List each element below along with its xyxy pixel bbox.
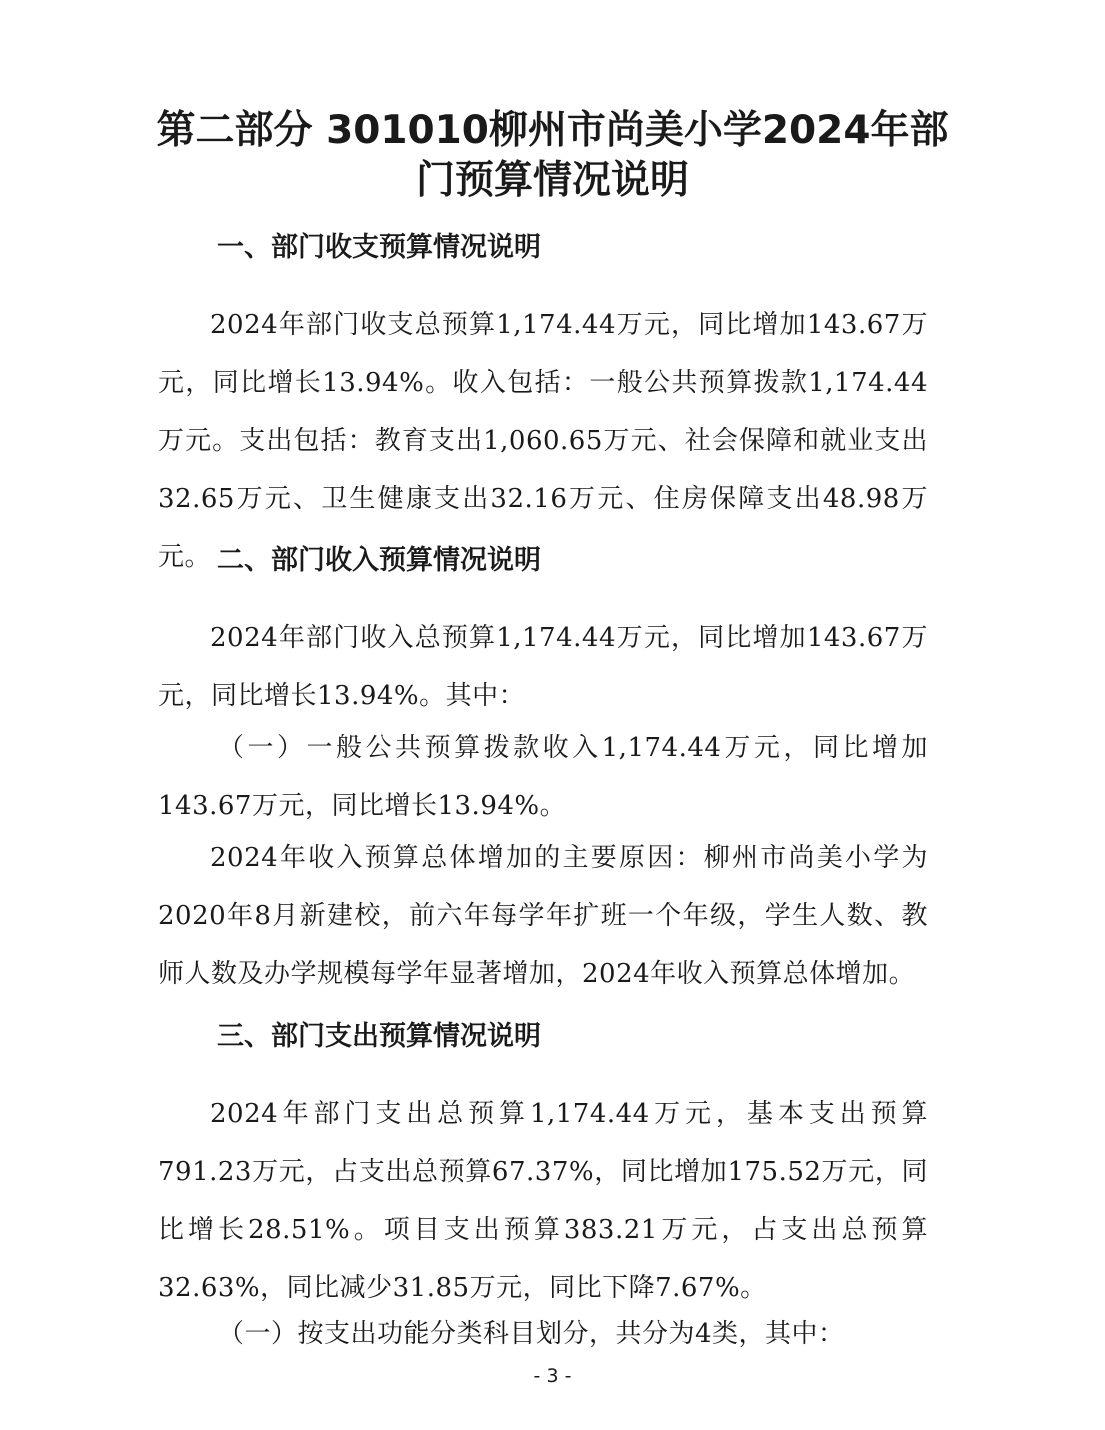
section-heading-1: 一、部门收支预算情况说明: [217, 232, 541, 263]
section-heading-2: 二、部门收入预算情况说明: [217, 545, 541, 576]
section-2-paragraph-3: 2024年收入预算总体增加的主要原因：柳州市尚美小学为2020年8月新建校，前六年每学年扩班一个年级，学生人数、教师人数及办学规模每学年显著增加，2024年收入预算总体增加。: [158, 843, 928, 989]
section-1-paragraph-1: 2024年部门收支总预算1,174.44万元，同比增加143.67万元，同比增长13.94%。收入包括：一般公共预算拨款1,174.44万元。支出包括：教育支出1,060.65万元、社会保障和就业支出32.65万元、卫生健康支出32.16万元、住房保障支出48.98万元。: [158, 310, 928, 572]
section-2-paragraph-2: （一）一般公共预算拨款收入1,174.44万元，同比增加143.67万元，同比增长13.94%。: [158, 733, 928, 821]
page-number: - 3 -: [533, 1365, 572, 1387]
section-2-paragraph-1: 2024年部门收入总预算1,174.44万元，同比增加143.67万元，同比增长13.94%。其中：: [158, 623, 928, 711]
page-title: 第二部分 301010柳州市尚美小学2024年部门预算情况说明: [156, 108, 949, 203]
section-heading-3: 三、部门支出预算情况说明: [217, 1021, 541, 1052]
section-3-paragraph-1: 2024年部门支出总预算1,174.44万元，基本支出预算791.23万元，占支出总预算67.37%，同比增加175.52万元，同比增长28.51%。项目支出预算383.21万元，占支出总预算32.63%，同比减少31.85万元，同比下降7.67%。: [158, 1099, 928, 1303]
section-3-paragraph-2: （一）按支出功能分类科目划分，共分为4类，其中：: [218, 1319, 845, 1349]
